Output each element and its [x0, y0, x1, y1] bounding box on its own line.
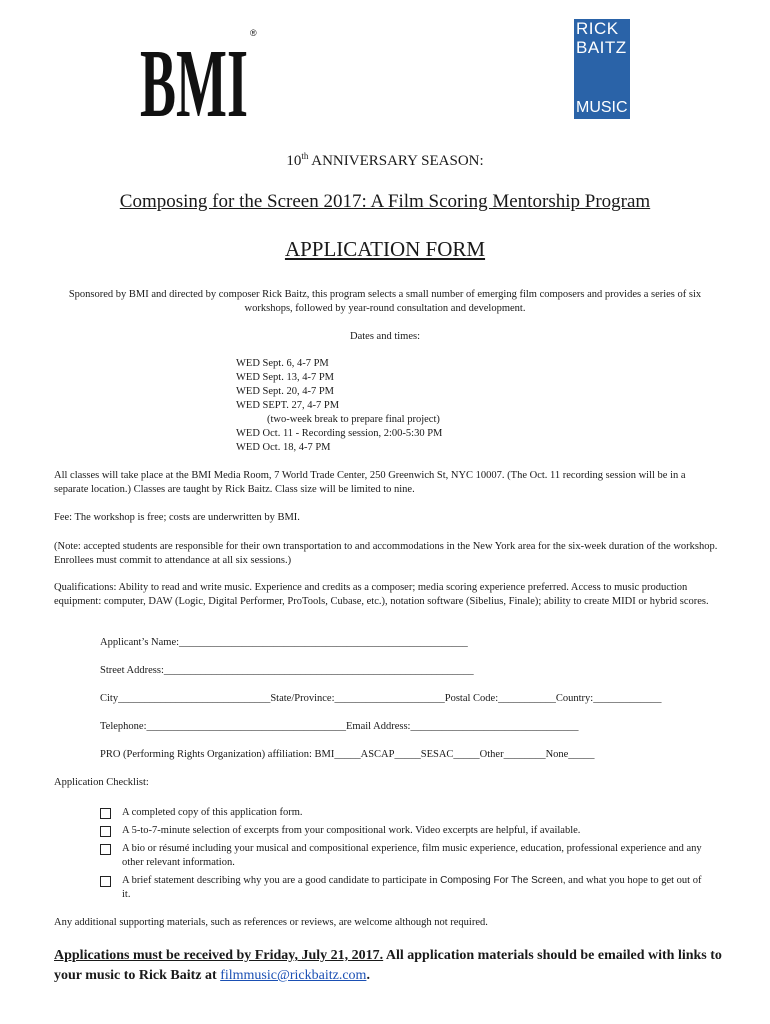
checkbox-icon[interactable] [100, 844, 111, 855]
deadline-statement [54, 946, 734, 986]
rb-logo-line3: MUSIC [576, 99, 628, 116]
dates-heading: Dates and times: [350, 331, 420, 342]
telephone-email-fields[interactable]: Telephone:______________________________________Email Address:________________________________ [100, 721, 579, 732]
rb-logo-line2: BAITZ [576, 38, 627, 57]
checkbox-icon[interactable] [100, 876, 111, 887]
date-item: WED Sept. 20, 4-7 PM [236, 386, 334, 397]
anniversary-heading [0, 151, 770, 170]
checklist-item-text: A 5-to-7-minute selection of excerpts from your compositional work. Video excerpts are helpful, if available. [122, 825, 581, 836]
checklist-item-text: A bio or résumé including your musical and compositional experience, film music experience, education, professional experience and any other relevant information. [122, 843, 702, 868]
anniversary-text: ANNIVERSARY SEASON: [308, 153, 484, 169]
anniversary-number: 10 [286, 153, 302, 169]
checkbox-icon[interactable] [100, 808, 111, 819]
applicant-name-field[interactable]: Applicant’s Name:_______________________________________________________ [100, 637, 468, 648]
fee-paragraph: Fee: The workshop is free; costs are underwritten by BMI. [54, 512, 300, 523]
dates-list [236, 357, 442, 455]
date-item: WED Oct. 18, 4-7 PM [236, 442, 331, 453]
date-item: WED SEPT. 27, 4-7 PM [236, 400, 340, 411]
city-state-postal-country-fields[interactable]: City_____________________________State/Province:_____________________Postal Code:___________Country:_____________ [100, 693, 662, 704]
intro-paragraph: Sponsored by BMI and directed by composer Rick Baitz, this program selects a small number of emerging film composers and provides a series of six workshops, followed by year-round consultation and development. [68, 289, 702, 314]
checklist-text-after: and what you hope to get out of it. [122, 875, 702, 900]
qualifications-paragraph: Qualifications: Ability to read and write music. Experience and credits as a composer; media scoring experience preferred. Access to music production equipment: computer, DAW (Logic, Digital Performer, ProTools, Cubase, etc.), notation software (Sibelius, Finale); ability to create MIDI or hybrid scores. [54, 582, 709, 607]
anniversary-suffix: th [301, 151, 309, 161]
additional-materials-note: Any additional supporting materials, such as references or reviews, are welcome although not required. [54, 917, 488, 928]
rb-logo-line1: RICK [576, 19, 619, 38]
deadline-date: Applications must be received by Friday, July 21, 2017. [54, 948, 384, 963]
program-title: Composing for the Screen 2017: A Film Scoring Mentorship Program [119, 191, 651, 212]
checkbox-icon[interactable] [100, 826, 111, 837]
bmi-logo-text: BMI [140, 30, 248, 120]
date-item: WED Oct. 11 - Recording session, 2:00-5:30 PM [236, 428, 443, 439]
date-break-note: (two-week break to prepare final project) [267, 414, 440, 425]
location-paragraph: All classes will take place at the BMI Media Room, 7 World Trade Center, 250 Greenwich St, NYC 10007. (The Oct. 11 recording session will be in a separate location.) Classes are taught by Rick Baitz. Class size will be limited to nine. [54, 470, 686, 495]
deadline-period: . [366, 968, 370, 983]
rick-baitz-music-logo [574, 19, 630, 119]
deadline-instructions: All application materials should be emailed with links to your music to Rick Baitz at [54, 948, 722, 983]
checklist-item-text [122, 874, 710, 902]
checklist-heading: Application Checklist: [54, 777, 149, 788]
bmi-registered-mark: ® [250, 28, 257, 38]
email-link[interactable]: filmmusic@rickbaitz.com [220, 968, 367, 983]
note-paragraph: (Note: accepted students are responsible for their own transportation to and accommodations in the New York area for the six-week duration of the workshop. Enrollees must commit to attendance at all six sessions.) [54, 541, 718, 566]
street-address-field[interactable]: Street Address:___________________________________________________________ [100, 665, 474, 676]
checklist-text-before: A brief statement describing why you are a good candidate to participate in [122, 875, 441, 886]
checklist-item-text: A completed copy of this application form. [122, 807, 303, 818]
program-name-emphasis: Composing For The Screen, [440, 875, 566, 886]
date-item: WED Sept. 6, 4-7 PM [236, 358, 329, 369]
form-title: APPLICATION FORM [284, 237, 486, 261]
bmi-logo [140, 28, 265, 120]
pro-affiliation-field[interactable]: PRO (Performing Rights Organization) affiliation: BMI_____ASCAP_____SESAC_____Other________None_____ [100, 749, 595, 760]
date-item: WED Sept. 13, 4-7 PM [236, 372, 334, 383]
